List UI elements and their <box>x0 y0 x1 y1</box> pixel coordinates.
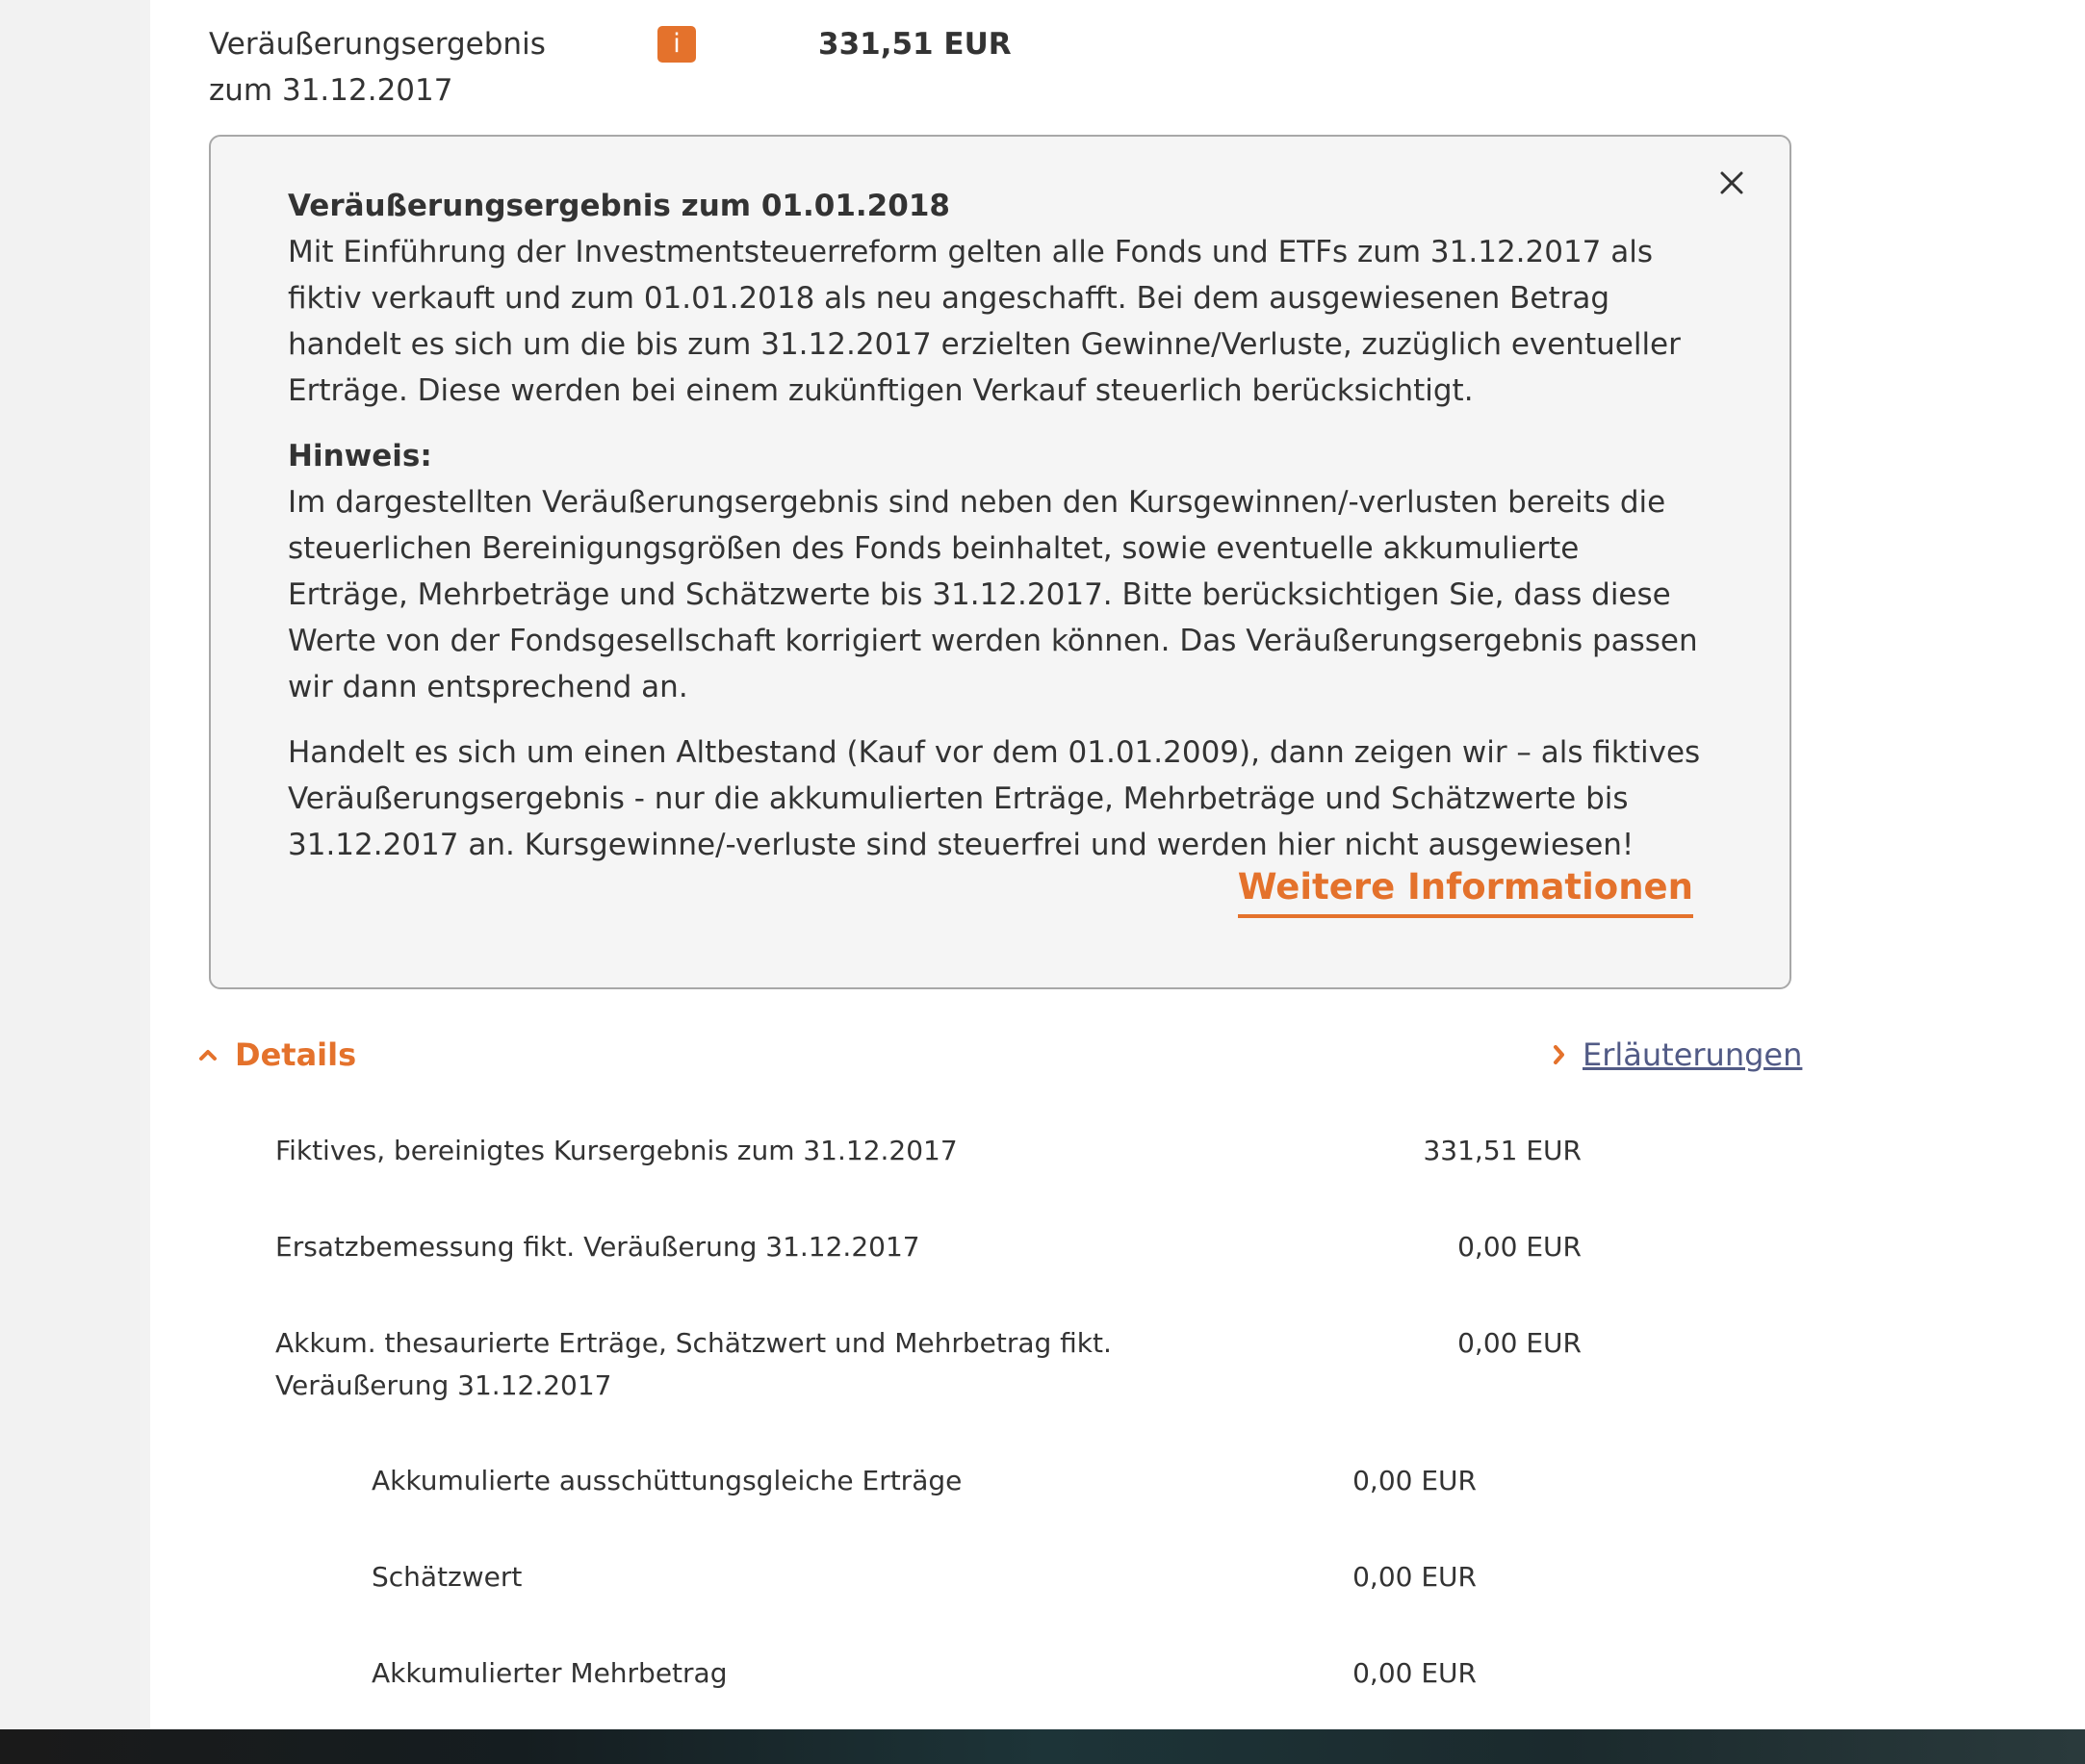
more-info-link[interactable]: Weitere Informationen <box>1238 866 1693 918</box>
info-panel-body <box>288 183 1703 868</box>
detail-row-value: 0,00 EUR <box>1457 1231 1582 1263</box>
detail-subrow-label: Akkumulierte ausschüttungsgleiche Erträge <box>372 1465 963 1496</box>
summary-label: Veräußerungsergebnis zum 31.12.2017 <box>209 27 546 108</box>
info-panel-paragraph: Mit Einführung der Investmentsteuerreform gelten alle Fonds und ETFs zum 31.12.2017 als fiktiv verkauft und zum 01.01.2018 als neu angeschafft. Bei dem ausgewiesenen Betrag handelt es sich um die bis zum 31.12.2017 erzielten Gewinne/Verluste, zuzüglich eventueller Erträge. Diese werden bei einem zukünftigen Verkauf steuerlich berücksichtigt. <box>288 235 1681 408</box>
close-icon[interactable] <box>1714 166 1749 200</box>
summary-value: 331,51 EUR <box>818 27 1012 62</box>
left-gutter <box>0 0 150 1729</box>
info-panel-heading: Veräußerungsergebnis zum 01.01.2018 <box>288 189 950 223</box>
info-icon[interactable]: i <box>657 26 696 63</box>
detail-subrow-value: 0,00 EUR <box>1352 1561 1477 1593</box>
note-paragraph: Im dargestellten Veräußerungsergebnis sind neben den Kursgewinnen/-verlusten bereits die steuerlichen Bereinigungsgrößen des Fonds beinhaltet, sowie eventuelle akkumulierte Erträge, Mehrbeträge und Schätzwerte bis 31.12.2017. Bitte berücksichtigen Sie, dass diese Werte von der Fondsgesellschaft korrigiert werden können. Das Veräußerungsergebnis passen wir dann entsprechend an. <box>288 485 1698 704</box>
explanations-link-label: Erläuterungen <box>1583 1036 1803 1073</box>
detail-subrow-label: Akkumulierter Mehrbetrag <box>372 1657 728 1689</box>
chevron-up-icon <box>198 1048 218 1061</box>
detail-row-label: Akkum. thesaurierte Erträge, Schätzwert und Mehrbetrag fikt. Veräußerung 31.12.2017 <box>275 1327 1112 1401</box>
bottom-band <box>0 1729 2085 1764</box>
detail-row-value: 0,00 EUR <box>1457 1327 1582 1359</box>
explanations-link[interactable] <box>1552 1034 1802 1076</box>
detail-row-label: Fiktives, bereinigtes Kursergebnis zum 31.12.2017 <box>275 1135 958 1166</box>
detail-subrow-label: Schätzwert <box>372 1561 523 1593</box>
details-toggle-label: Details <box>235 1036 357 1073</box>
detail-row-label: Ersatzbemessung fikt. Veräußerung 31.12.2017 <box>275 1231 920 1263</box>
legacy-holdings-paragraph: Handelt es sich um einen Altbestand (Kauf vor dem 01.01.2009), dann zeigen wir – als fiktives Veräußerungsergebnis - nur die akkumulierten Erträge, Mehrbeträge und Schätzwerte bis 31.12.2017 an. Kursgewinne/-verluste sind steuerfrei und werden hier nicht ausgewiesen! <box>288 735 1701 862</box>
info-panel <box>209 135 1791 989</box>
detail-subrow-value: 0,00 EUR <box>1352 1465 1477 1496</box>
detail-subrow-value: 0,00 EUR <box>1352 1657 1477 1689</box>
detail-row-value: 331,51 EUR <box>1423 1135 1582 1166</box>
details-toggle[interactable] <box>198 1034 356 1076</box>
note-heading: Hinweis: <box>288 439 432 473</box>
chevron-right-icon <box>1552 1043 1565 1066</box>
